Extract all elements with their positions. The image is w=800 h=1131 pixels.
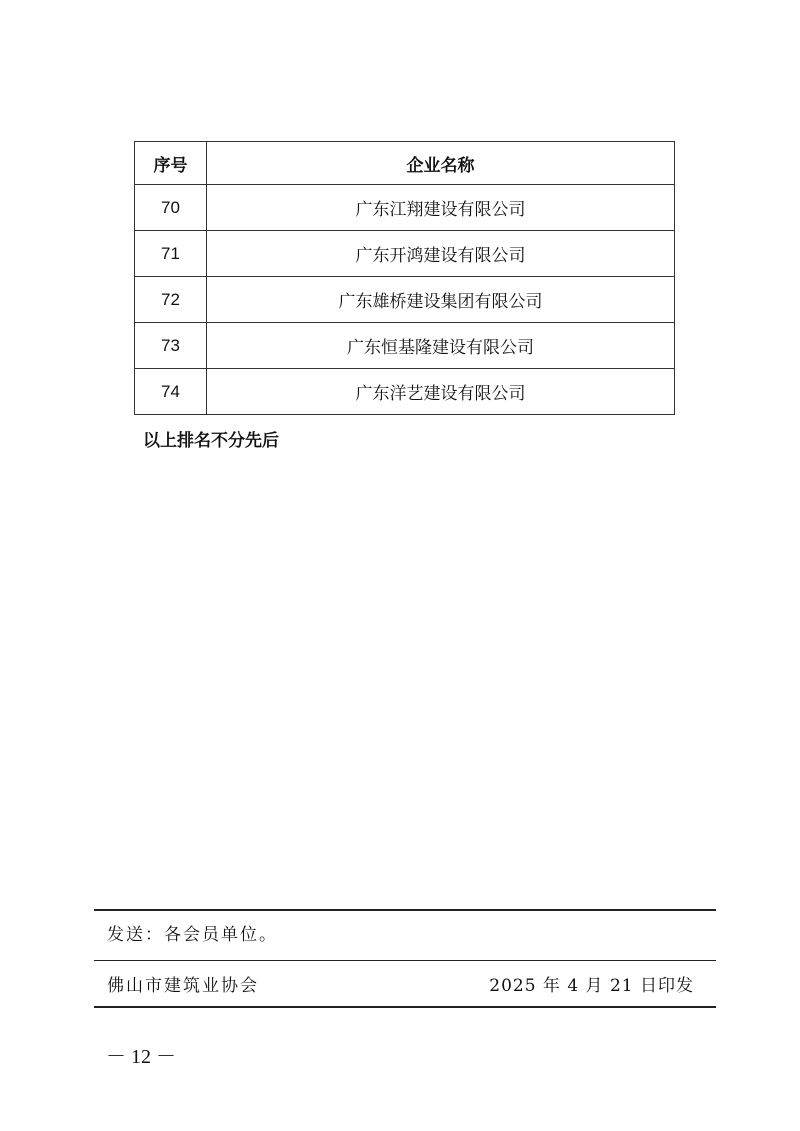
table-row [135,323,675,369]
row-serial-number: 70 [135,185,207,231]
header-company-name: 企业名称 [207,142,675,185]
table-row [135,185,675,231]
footer-middle-rule [94,960,716,961]
footer-bottom-rule [94,1006,716,1008]
row-serial-number: 71 [135,231,207,277]
footer-top-rule [94,909,716,911]
issuer-name: 佛山市建筑业协会 [107,976,259,996]
row-company-name: 广东雄桥建设集团有限公司 [207,277,675,323]
table-header-row [135,142,675,185]
row-serial-number: 73 [135,323,207,369]
table-row [135,369,675,415]
row-serial-number: 74 [135,369,207,415]
distribution-line: 发送：各会员单位。 [107,925,278,945]
row-company-name: 广东江翔建设有限公司 [207,185,675,231]
row-serial-number: 72 [135,277,207,323]
table-row [135,231,675,277]
company-table [134,141,675,415]
issue-date: 2025 年 4 月 21 日印发 [489,976,694,996]
row-company-name: 广东开鸿建设有限公司 [207,231,675,277]
row-company-name: 广东洋艺建设有限公司 [207,369,675,415]
header-serial-number: 序号 [135,142,207,185]
ranking-note: 以上排名不分先后 [143,431,279,451]
page-number: － 12 － [106,1046,176,1068]
table-row [135,277,675,323]
row-company-name: 广东恒基隆建设有限公司 [207,323,675,369]
